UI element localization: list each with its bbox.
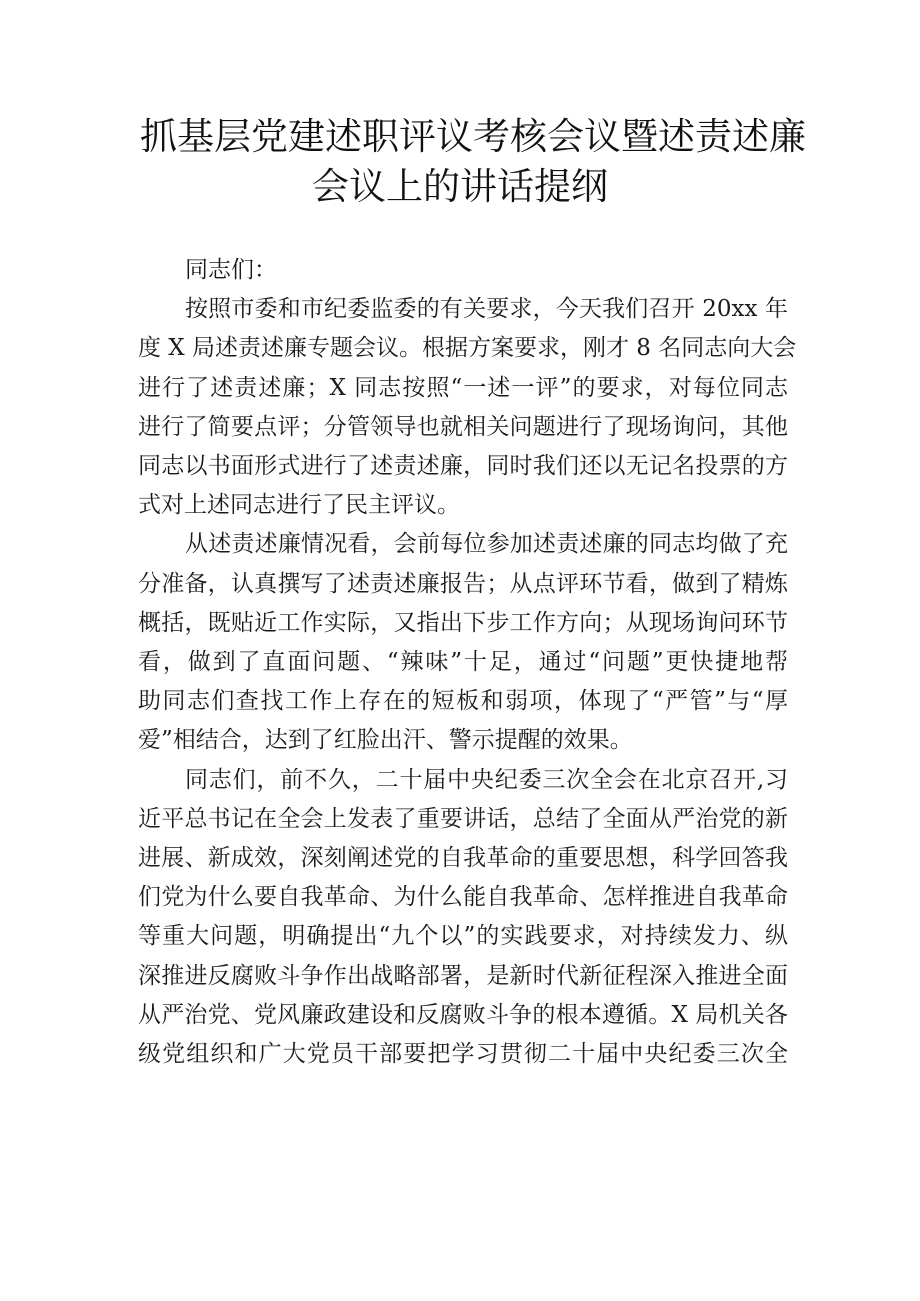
paragraph-line: 看，做到了直面问题、“辣味”十足，通过“问题”更快捷地帮 xyxy=(138,649,788,676)
title-line-2: 会议上的讲话提纲 xyxy=(312,165,608,208)
paragraph-line: 级党组织和广大党员干部要把学习贯彻二十届中央纪委三次全 xyxy=(138,1041,788,1068)
paragraph-line: 度 X 局述责述廉专题会议。根据方案要求，刚才 8 名同志向大会 xyxy=(138,335,797,362)
paragraph-line: 从述责述廉情况看，会前每位参加述责述廉的同志均做了充 xyxy=(185,531,788,558)
paragraph-line: 深推进反腐败斗争作出战略部署，是新时代新征程深入推进全面 xyxy=(138,962,788,989)
document-body xyxy=(138,251,797,1074)
paragraph-1 xyxy=(138,290,797,525)
paragraph-line: 助同志们查找工作上存在的短板和弱项，体现了“严管”与“厚 xyxy=(138,688,788,715)
paragraph-line: 同志们，前不久，二十届中央纪委三次全会在北京召开,习 xyxy=(185,766,788,793)
paragraph-line: 近平总书记在全会上发表了重要讲话，总结了全面从严治党的新 xyxy=(138,805,788,832)
paragraph-line: 进行了述责述廉；X 同志按照“一述一评”的要求，对每位同志 xyxy=(138,374,788,401)
paragraph-line: 分准备，认真撰写了述责述廉报告；从点评环节看，做到了精炼 xyxy=(138,570,788,597)
paragraph-line: 进展、新成效，深刻阐述党的自我革命的重要思想，科学回答我 xyxy=(138,845,788,872)
paragraph-line: 概括，既贴近工作实际，又指出下步工作方向；从现场询问环节 xyxy=(138,609,788,636)
paragraph-2 xyxy=(138,525,788,760)
paragraph-line: 们党为什么要自我革命、为什么能自我革命、怎样推进自我革命 xyxy=(138,884,788,911)
salutation xyxy=(138,251,788,290)
document-title xyxy=(140,112,806,212)
paragraph-line: 同志以书面形式进行了述责述廉，同时我们还以无记名投票的方 xyxy=(138,453,788,480)
paragraph-line: 按照市委和市纪委监委的有关要求，今天我们召开 20xx 年 xyxy=(185,296,788,323)
paragraph-line: 从严治党、党风廉政建设和反腐败斗争的根本遵循。X 局机关各 xyxy=(138,1001,788,1028)
paragraph-3 xyxy=(138,761,788,1075)
title-line-1: 抓基层党建述职评议考核会议暨述责述廉 xyxy=(140,115,806,158)
paragraph-line: 爱”相结合，达到了红脸出汗、警示提醒的效果。 xyxy=(138,727,633,754)
salutation-text: 同志们： xyxy=(185,257,277,283)
paragraph-line: 等重大问题，明确提出“九个以”的实践要求，对持续发力、纵 xyxy=(138,923,788,950)
paragraph-line: 式对上述同志进行了民主评议。 xyxy=(138,492,460,519)
paragraph-line: 进行了简要点评；分管领导也就相关问题进行了现场询问，其他 xyxy=(138,413,788,440)
